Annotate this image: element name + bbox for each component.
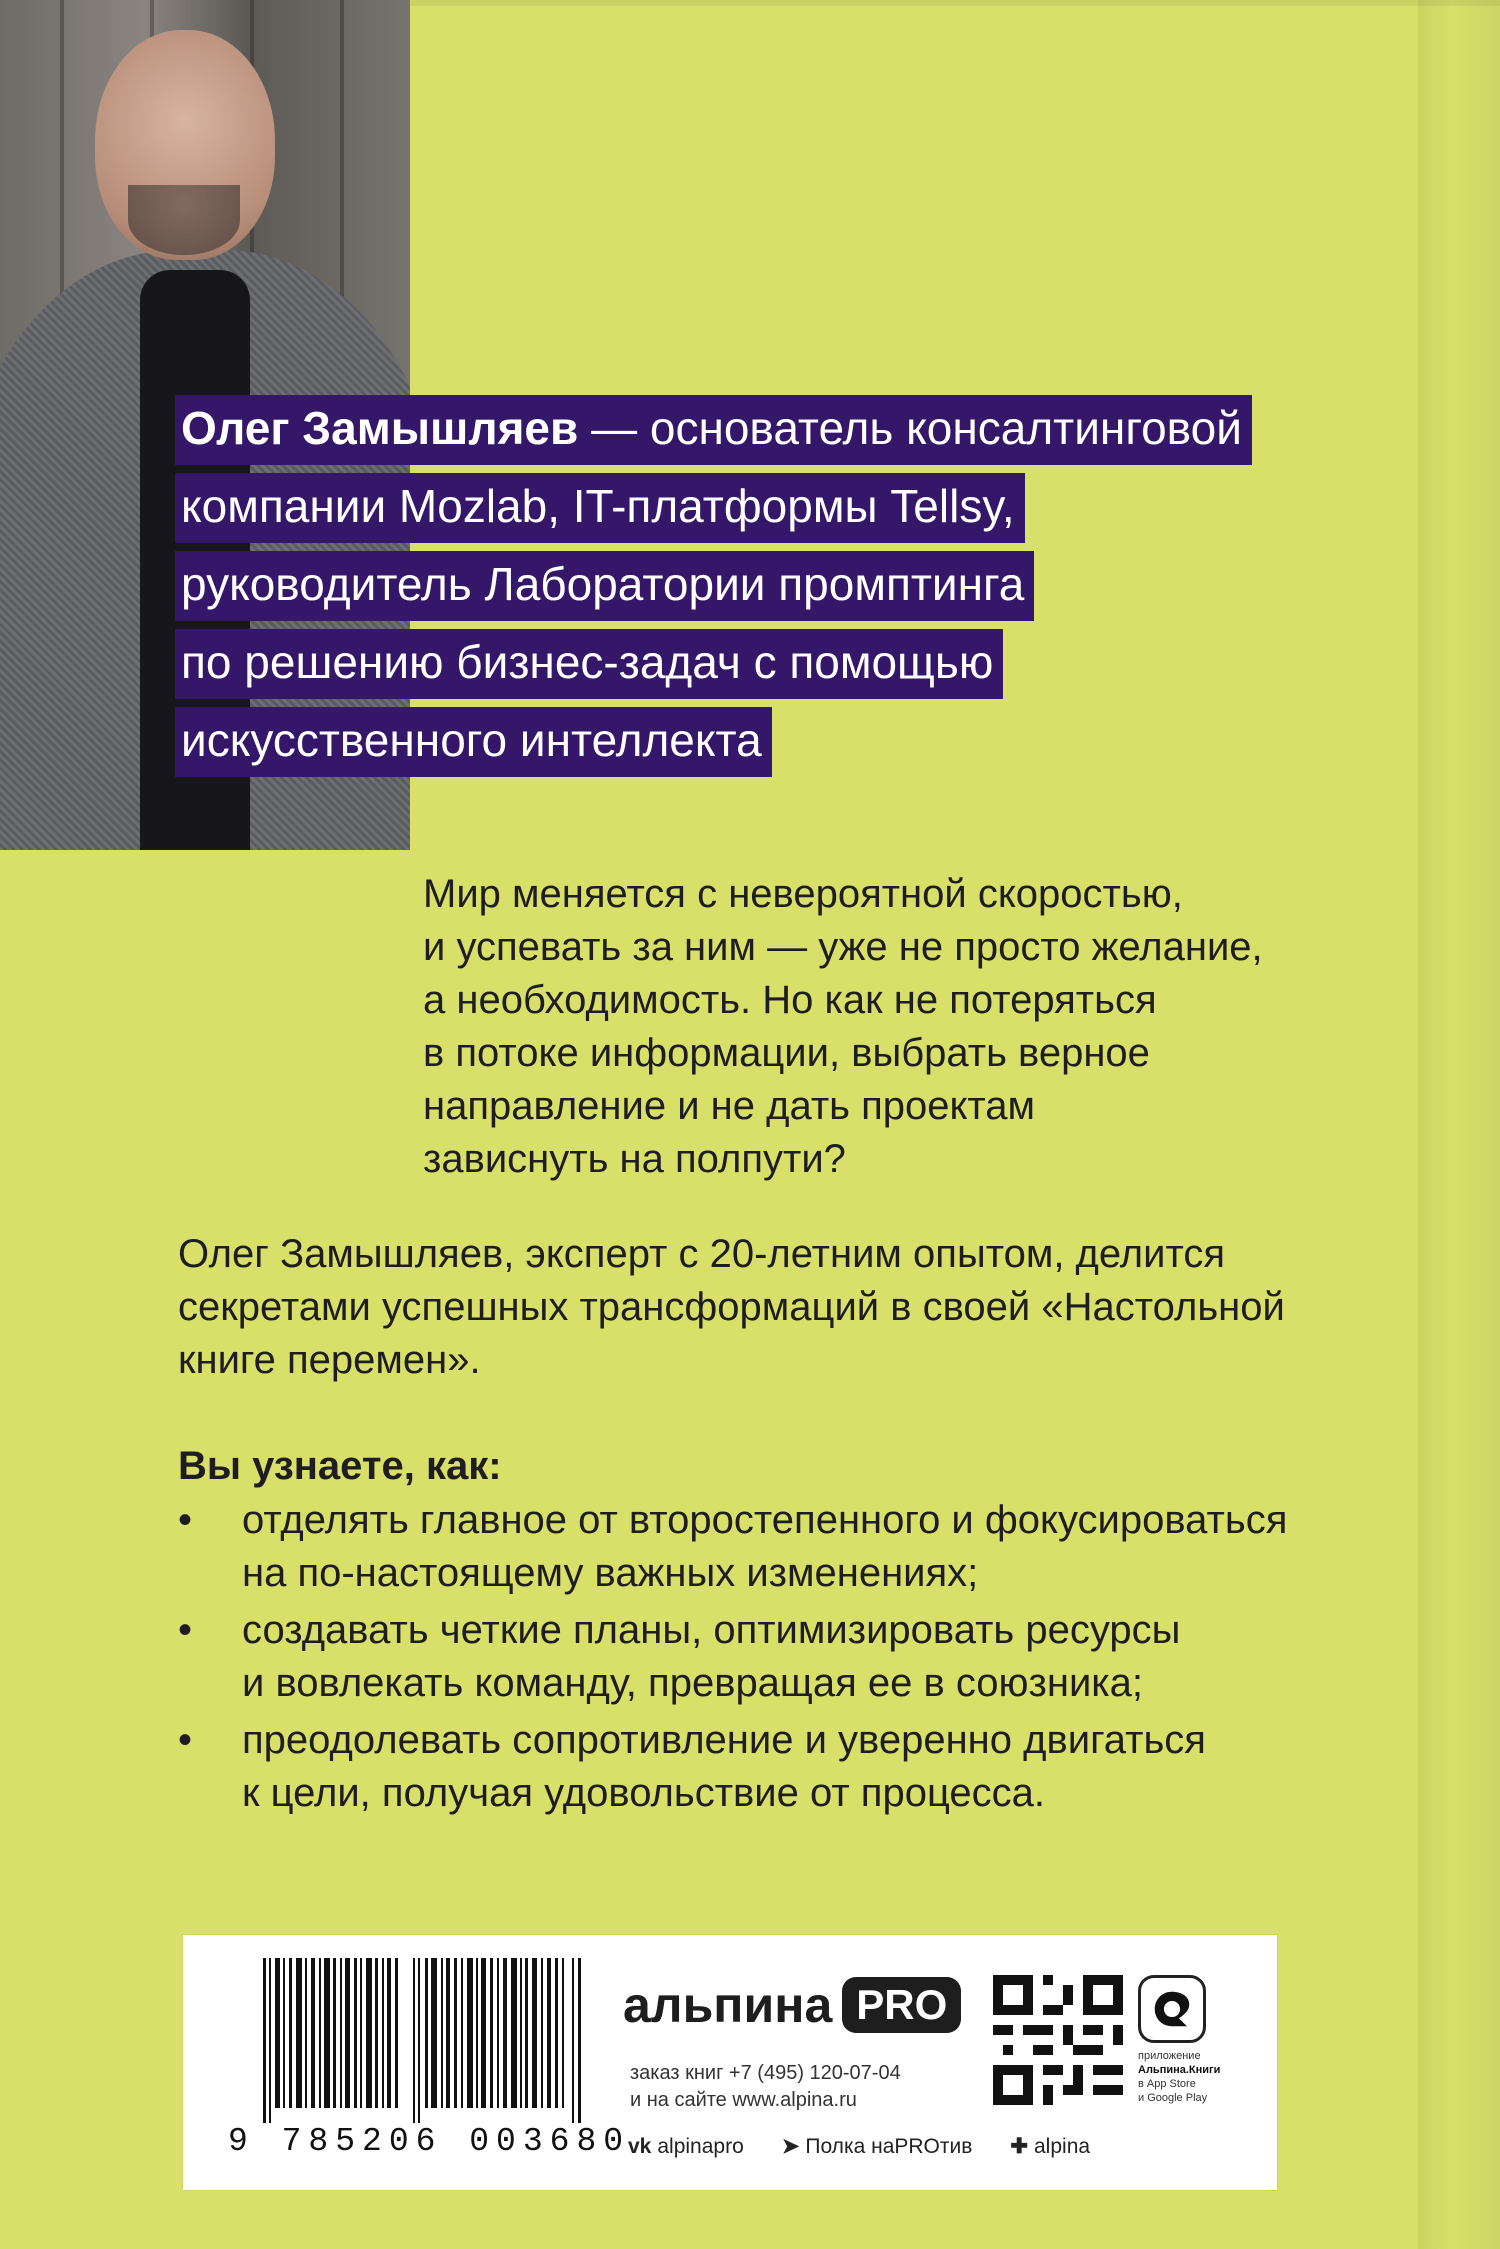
cover-spine-shade [1418, 0, 1500, 2249]
list-item: • создавать четкие планы, оптимизировать ресурсы и вовлекать команду, превращая ее в союзника; [178, 1604, 1378, 1710]
author-bio-line: руководитель Лаборатории промптинга [175, 551, 1034, 621]
publisher-logo: альпина PRO [623, 1975, 961, 2035]
description-paragraph: Олег Замышляев, эксперт с 20-летним опытом, делится секретами успешных трансформаций в своей «Настольной книге перемен». [178, 1232, 1285, 1382]
social-telegram: ➤ Полка наPROтив [781, 2135, 973, 2158]
app-logo-icon [1138, 1975, 1206, 2043]
intro-paragraph: Мир меняется с невероятной скоростью, и успевать за ним — уже не просто желание, а необходимость. Но как не потеряться в потоке информации, выбрать верное направление и не дать проектам зависнуть на полпути? [423, 872, 1263, 1181]
learn-list [178, 1494, 1378, 1824]
author-name: Олег Замышляев [181, 402, 579, 454]
qr-code [993, 1975, 1123, 2105]
author-bio-line: по решению бизнес-задач с помощью [175, 629, 1003, 699]
author-bio-line: компании Mozlab, IT-платформы Tellsy, [175, 473, 1025, 543]
plus-icon: ✚ [1010, 2135, 1028, 2158]
social-links [628, 2134, 1090, 2159]
telegram-icon: ➤ [781, 2135, 800, 2158]
order-info: заказ книг +7 (495) 120-07-04 и на сайте www.alpina.ru [630, 2062, 901, 2111]
list-item: • отделять главное от второстепенного и фокусироваться на по-настоящему важных изменениях; [178, 1494, 1378, 1600]
isbn-number: 9 785206 003680 [228, 2123, 631, 2160]
publisher-info-box [183, 1935, 1277, 2190]
app-promo-text: приложение Альпина.Книги в App Store и Google Play [1138, 2050, 1221, 2104]
learn-heading: Вы узнаете, как: [178, 1444, 502, 1488]
list-item: • преодолевать сопротивление и уверенно двигаться к цели, получая удовольствие от процесса. [178, 1714, 1378, 1820]
author-bio-line: искусственного интеллекта [175, 707, 772, 777]
vk-icon: vk [628, 2134, 652, 2158]
author-bio-line: Олег Замышляев — основатель консалтинговой [175, 395, 1252, 465]
isbn-barcode [263, 1958, 583, 2123]
social-alpina: ✚ alpina [1010, 2135, 1091, 2158]
pro-badge: PRO [842, 1977, 961, 2033]
author-bio [175, 395, 1252, 785]
app-promo [1138, 1975, 1268, 2105]
social-vk: vk alpinapro [628, 2134, 744, 2158]
